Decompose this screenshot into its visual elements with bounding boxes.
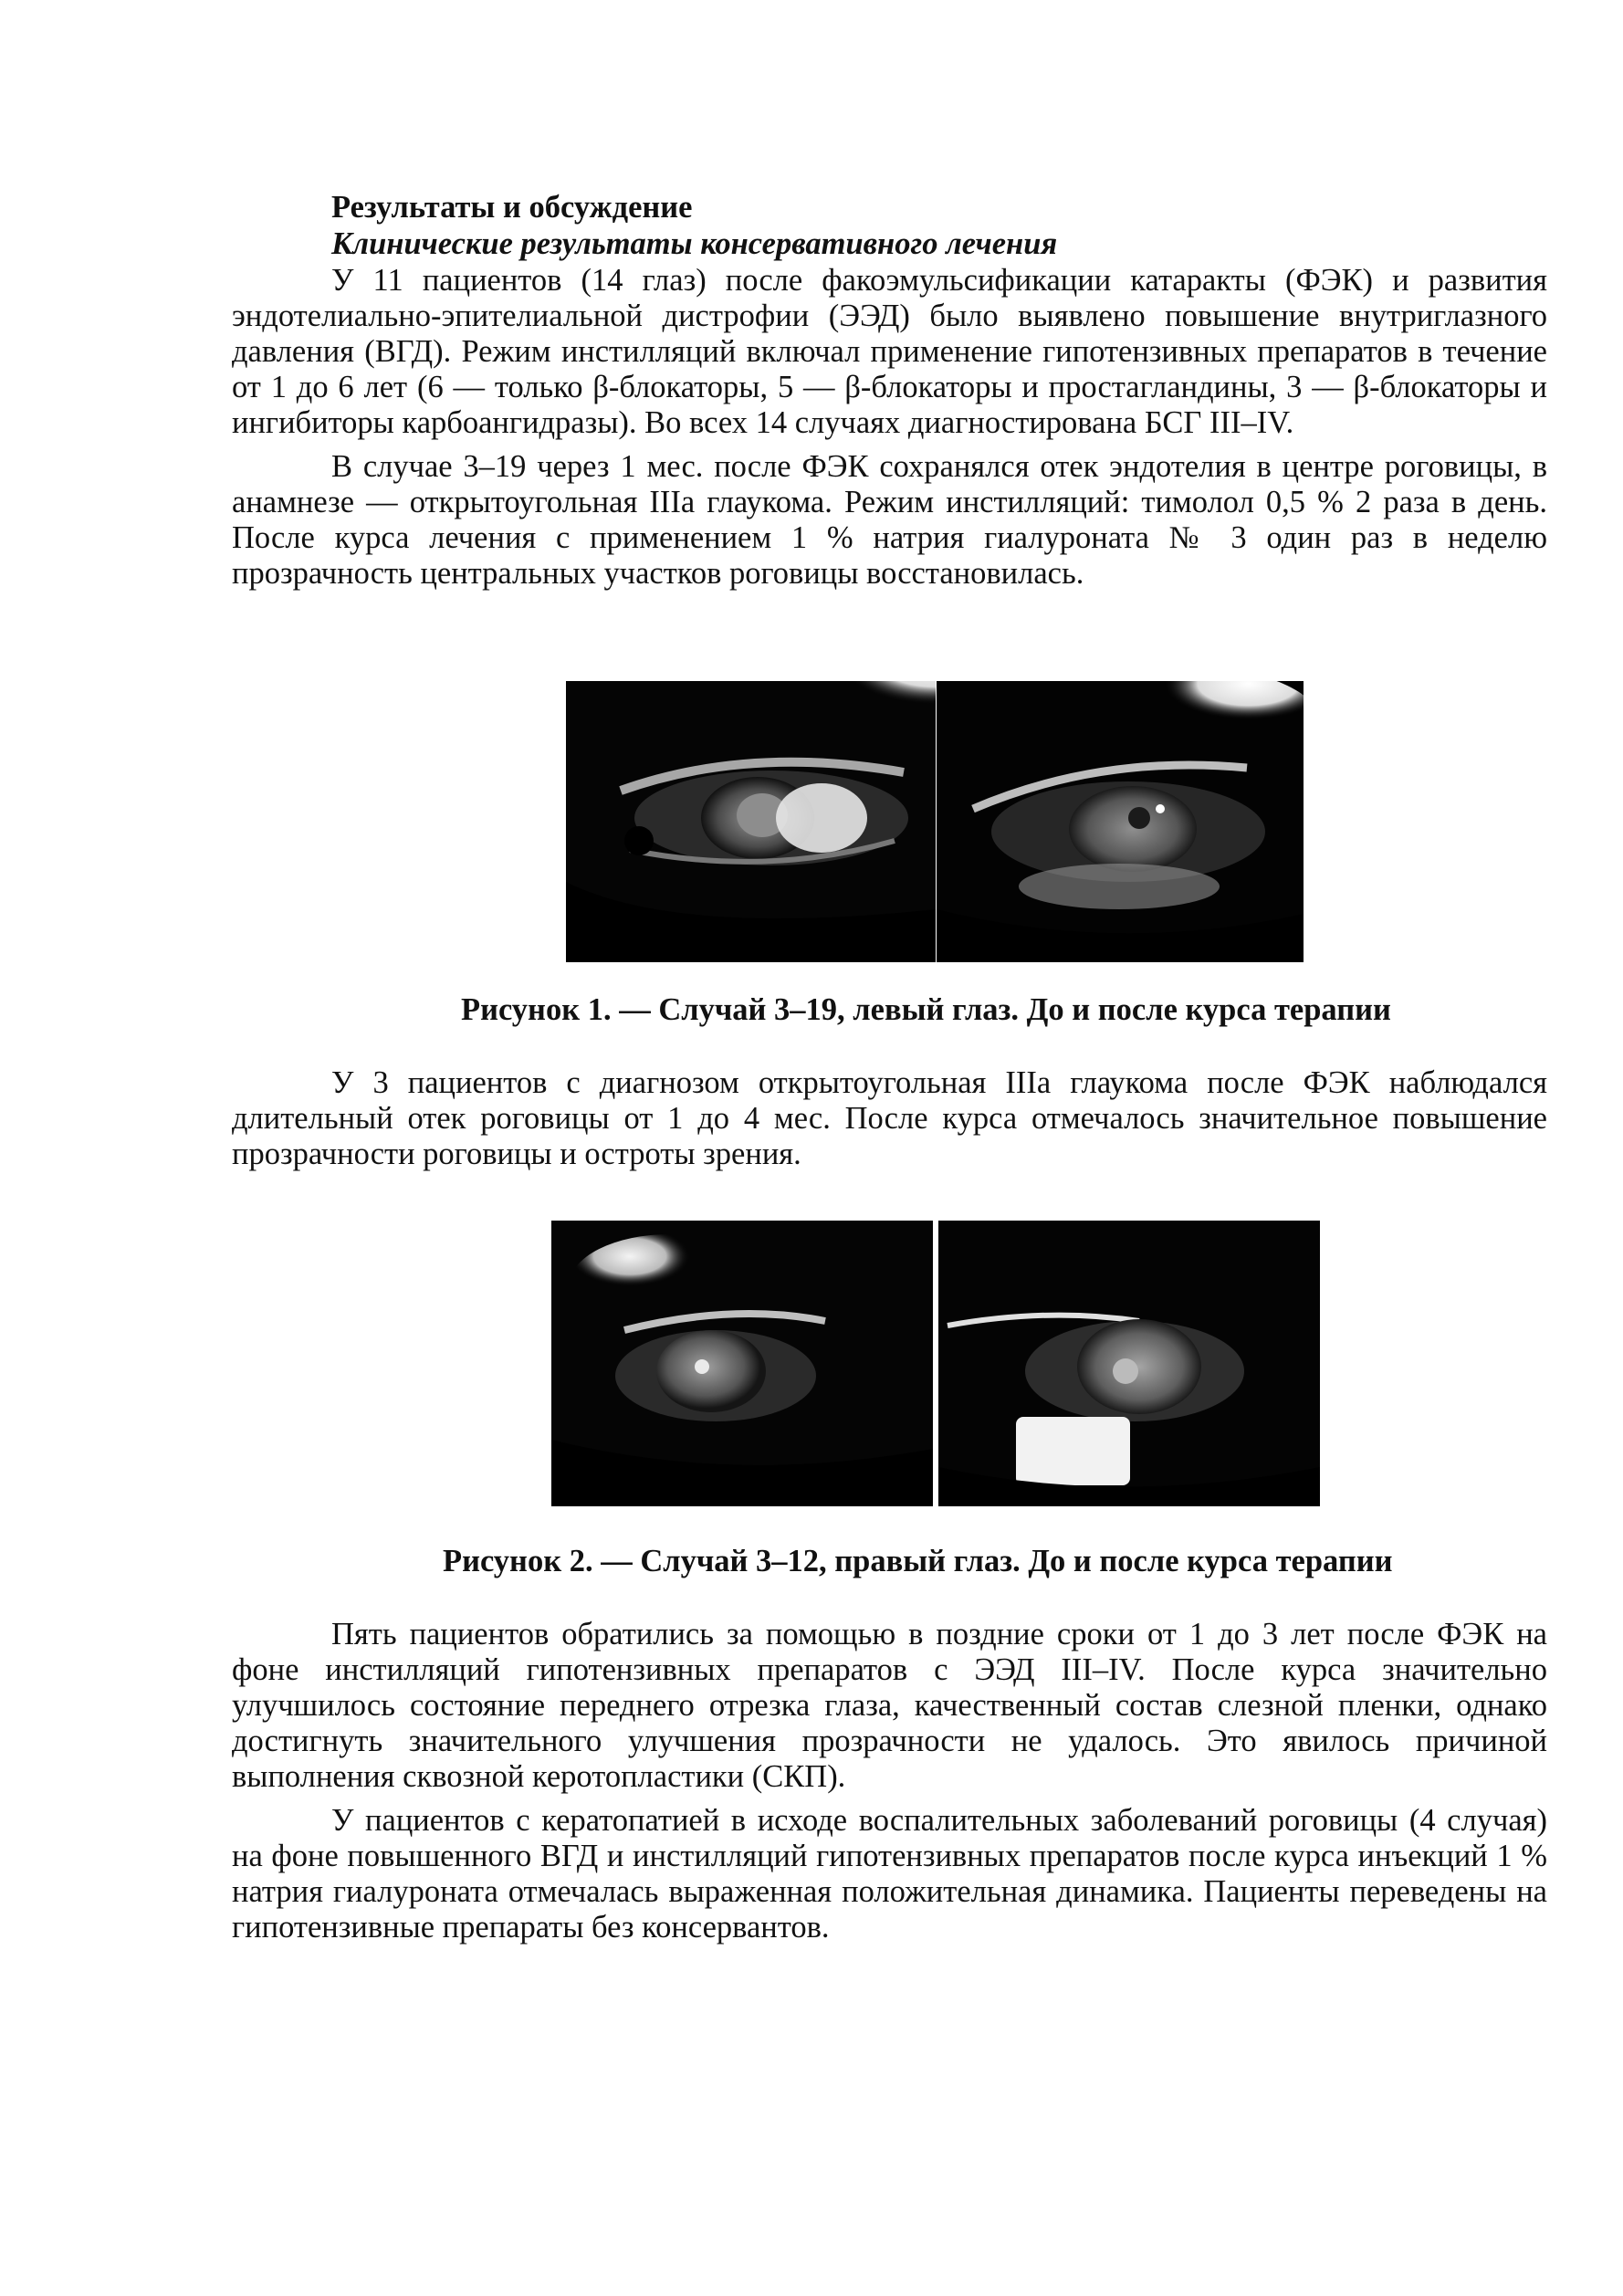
section-heading: Результаты и обсуждение xyxy=(331,190,693,225)
figure1-photo-after xyxy=(937,681,1304,962)
body-text-top xyxy=(232,263,1547,592)
paragraph: У 11 пациентов (14 глаз) после факоэмульсификации катаракты (ФЭК) и развития эндотелиально-эпителиальной дистрофии (ЭЭД) было выявлено повышение внутриглазного давления (ВГД). Режим инстилляций включал применение гипотензивных препаратов в течение от 1 до 6 лет (6 — только β-блокаторы, 5 — β-блокаторы и простагландины, 3 — β-блокаторы и ингибиторы карбоангидразы). Во всех 14 случаях диагностирована БСГ III–IV. xyxy=(232,263,1547,440)
body-text-bottom xyxy=(232,1617,1547,1945)
figure2-photo-before xyxy=(551,1221,933,1506)
paragraph: В случае 3–19 через 1 мес. после ФЭК сохранялся отек эндотелия в центре роговицы, в анамнезе — открытоугольная IIIa глаукома. Режим инстилляций: тимолол 0,5 % 2 раза в день. После курса лечения с применением 1 % натрия гиалуроната № 3 один раз в неделю прозрачность центральных участков роговицы восстановилась. xyxy=(232,449,1547,591)
body-text-mid xyxy=(232,1065,1547,1172)
figure2-photo-after xyxy=(938,1221,1320,1506)
figure2-caption: Рисунок 2. — Случай 3–12, правый глаз. До и после курса терапии xyxy=(443,1544,1393,1578)
section-subheading: Клинические результаты консервативного лечения xyxy=(331,226,1058,261)
paragraph: У пациентов с кератопатией в исходе воспалительных заболеваний роговицы (4 случая) на фоне повышенного ВГД и инстилляций гипотензивных препаратов после курса инъекций 1 % натрия гиалуроната отмечалась выраженная положительная динамика. Пациенты переведены на гипотензивные препараты без консервантов. xyxy=(232,1803,1547,1945)
figure1-photo-before xyxy=(566,681,936,962)
figure1-caption: Рисунок 1. — Случай 3–19, левый глаз. До и после курса терапии xyxy=(461,992,1391,1027)
paragraph: У 3 пациентов с диагнозом открытоугольная IIIa глаукома после ФЭК наблюдался длительный отек роговицы от 1 до 4 мес. После курса отмечалось значительное повышение прозрачности роговицы и остроты зрения. xyxy=(232,1065,1547,1171)
paragraph: Пять пациентов обратились за помощью в поздние сроки от 1 до 3 лет после ФЭК на фоне инстилляций гипотензивных препаратов с ЭЭД III–IV. После курса значительно улучшилось состояние переднего отрезка глаза, качественный состав слезной пленки, однако достигнуть значительного улучшения прозрачности не удалось. Это явилось причиной выполнения сквозной керотопластики (СКП). xyxy=(232,1617,1547,1794)
